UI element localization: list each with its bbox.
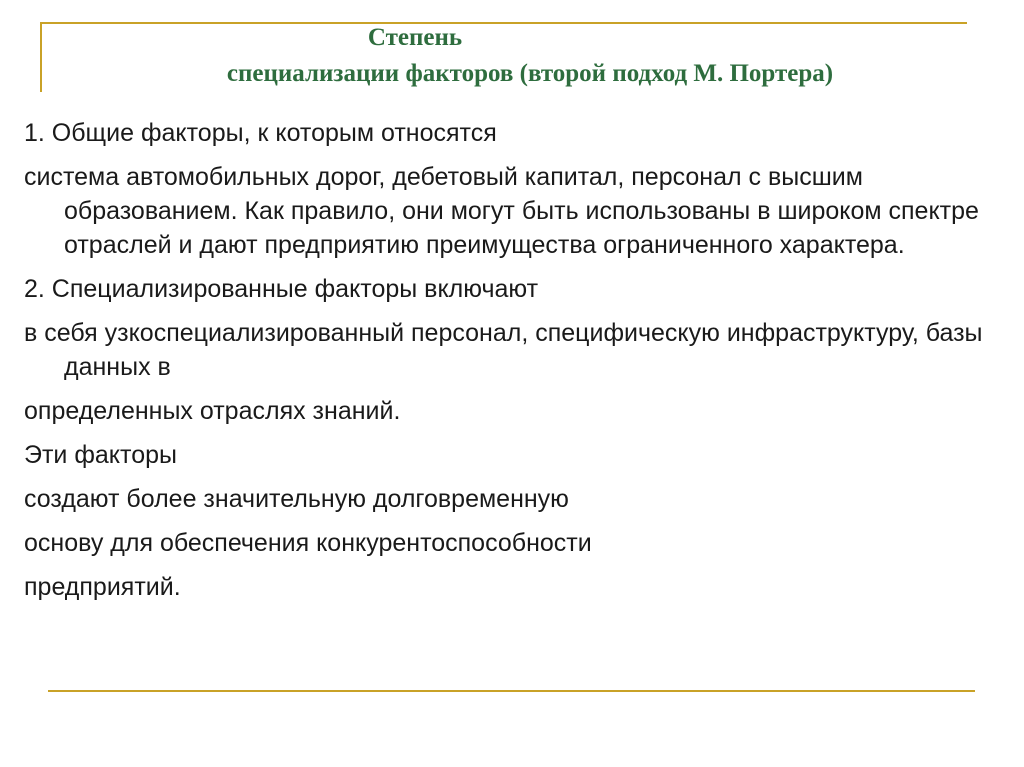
- frame-bottom-line: [48, 690, 975, 692]
- slide-body: [24, 116, 994, 614]
- paragraph-general-factors-heading: 1. Общие факторы, к которым относятся: [24, 119, 497, 147]
- paragraph-competitiveness: основу для обеспечения конкурентоспособности: [24, 529, 592, 557]
- paragraph-these-factors: Эти факторы: [24, 441, 177, 469]
- paragraph-specialized-factors-description: в себя узкоспециализированный персонал, специфическую инфраструктуру, базы данных в: [24, 319, 983, 381]
- slide-title: [60, 20, 1000, 92]
- frame-left-line: [40, 22, 42, 92]
- paragraph-general-factors-description: система автомобильных дорог, дебетовый капитал, персонал с высшим образованием. Как правило, они могут быть использованы в широком спектре отраслей и дают предприятию преимущества ограниченного характера.: [24, 163, 979, 259]
- paragraph-knowledge-areas: определенных отраслях знаний.: [24, 397, 401, 425]
- paragraph-enterprises: предприятий.: [24, 573, 181, 601]
- slide-title-line-2: специализации факторов (второй подход М. Портера): [226, 60, 834, 87]
- slide-title-line-1: Степень: [367, 24, 463, 51]
- paragraph-create-basis: создают более значительную долговременную: [24, 485, 569, 513]
- paragraph-specialized-factors-heading: 2. Специализированные факторы включают: [24, 275, 539, 303]
